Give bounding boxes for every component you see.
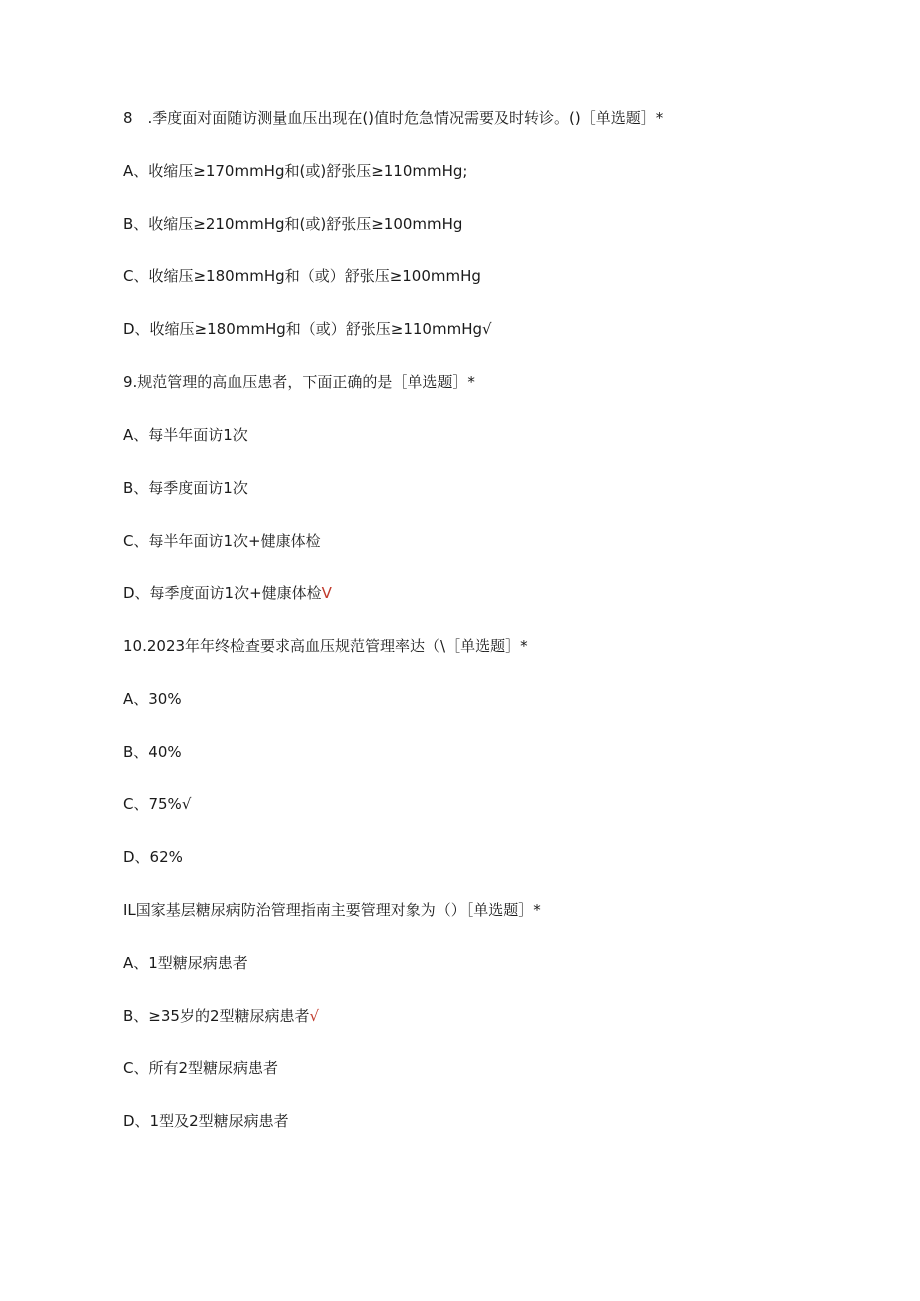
- option-text: D、每季度面访1次+健康体检: [123, 584, 322, 602]
- question-8-option-a: A、收缩压≥170mmHg和(或)舒张压≥110mmHg;: [123, 162, 468, 180]
- question-11-option-d: D、1型及2型糖尿病患者: [123, 1112, 289, 1130]
- option-text: B、≥35岁的2型糖尿病患者: [123, 1007, 310, 1025]
- question-11-option-c: C、所有2型糖尿病患者: [123, 1059, 279, 1077]
- question-10-option-b: B、40%: [123, 743, 182, 761]
- question-9-option-c: C、每半年面访1次+健康体检: [123, 532, 321, 550]
- question-8-option-b: B、收缩压≥210mmHg和(或)舒张压≥100mmHg: [123, 215, 463, 233]
- question-9-option-b: B、每季度面访1次: [123, 479, 248, 497]
- question-8-option-c: C、收缩压≥180mmHg和（或）舒张压≥100mmHg: [123, 267, 481, 285]
- question-8-title: 8 .季度面对面随访测量血压出现在()值时危急情况需要及时转诊。()［单选题］*: [123, 109, 664, 127]
- question-10-option-c: C、75%√: [123, 795, 192, 813]
- question-10-title: 10.2023年年终检查要求高血压规范管理率达（\［单选题］*: [123, 637, 528, 655]
- question-10-option-a: A、30%: [123, 690, 182, 708]
- question-10-option-d: D、62%: [123, 848, 183, 866]
- question-9-option-d: [123, 583, 332, 603]
- question-9-option-a: A、每半年面访1次: [123, 426, 248, 444]
- question-9-title: 9.规范管理的高血压患者，下面正确的是［单选题］*: [123, 373, 475, 391]
- question-11-title: IL国家基层糖尿病防治管理指南主要管理对象为（）［单选题］*: [123, 901, 541, 919]
- correct-answer-mark: √: [309, 1007, 320, 1025]
- correct-answer-mark: V: [321, 584, 332, 602]
- question-11-option-a: A、1型糖尿病患者: [123, 954, 248, 972]
- question-8-option-d: D、收缩压≥180mmHg和（或）舒张压≥110mmHg√: [123, 320, 492, 338]
- question-11-option-b: [123, 1006, 319, 1026]
